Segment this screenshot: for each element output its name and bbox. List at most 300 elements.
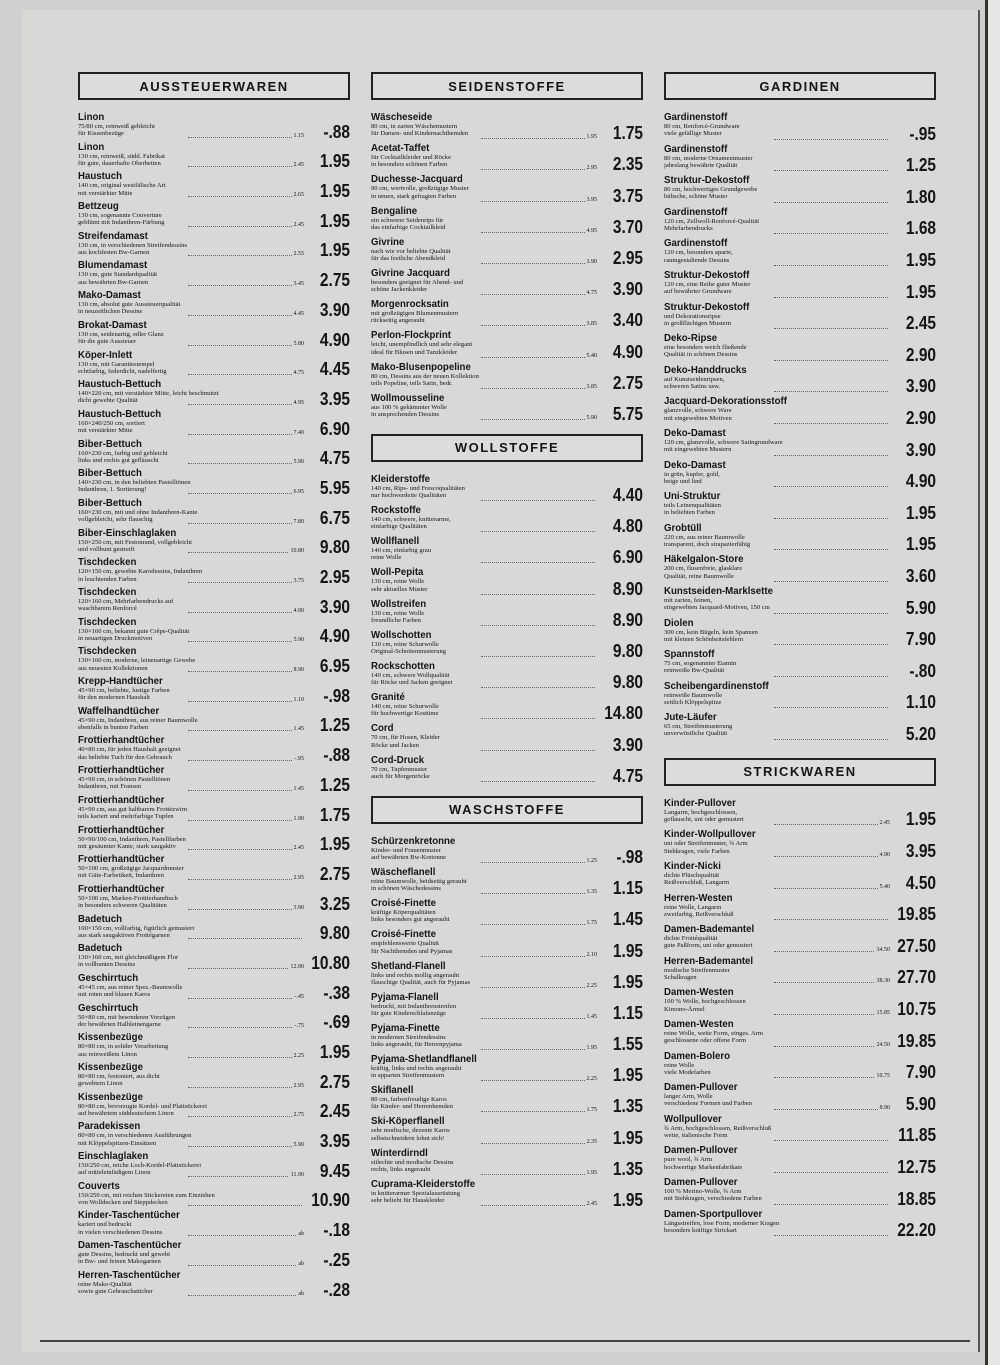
item-name: Blumendamast [78, 260, 148, 272]
item-description: dichte Frottéqualität [664, 935, 718, 943]
item-description: 80 cm, hochwertiges Grundgewebe [664, 186, 758, 194]
price-item [371, 174, 643, 205]
leader-dots [774, 391, 888, 392]
item-price: 6.75 [319, 507, 350, 528]
leader-dots [188, 1116, 302, 1117]
item-price: 1.95 [612, 1190, 643, 1210]
item-description: mit großzügigen Blumenmustern [371, 310, 459, 318]
leader-dots [188, 1176, 302, 1177]
price-item [78, 112, 350, 142]
item-name: Mako-Blusenpopeline [371, 361, 471, 373]
item-description: geblümt mit Indanthren-Färbung [78, 219, 165, 227]
old-price: 1.75 [586, 920, 597, 927]
item-description: 220 cm, aus reiner Baumwolle [664, 533, 745, 541]
leader-dots [188, 1087, 302, 1088]
leader-dots [481, 419, 595, 420]
price-item [78, 1210, 350, 1240]
item-price: 1.95 [319, 240, 350, 261]
item-price: 3.75 [612, 185, 643, 206]
leader-dots [774, 423, 888, 424]
price-item [664, 681, 936, 713]
item-description: für gute, dauerhafte Oberbetten [78, 159, 161, 167]
item-description: rückseitig angerauht [371, 317, 425, 325]
old-price: 7.40 [293, 429, 304, 436]
item-description: links angerauht, für Herrenpyjama [371, 1041, 462, 1049]
item-name: Biber-Bettuch [78, 438, 142, 450]
item-name: Wollschotten [371, 629, 432, 641]
old-price: 2.25 [586, 1076, 597, 1083]
price-item [78, 231, 350, 261]
item-price: 1.95 [319, 834, 350, 855]
item-price: -.28 [323, 1279, 350, 1300]
item-description: 130 cm, seidenartig, edler Glanz [78, 330, 164, 338]
item-description: gewebtem Linon [78, 1080, 123, 1088]
item-description: 130 cm, reine Wolle [371, 578, 425, 586]
item-price: 1.10 [905, 692, 936, 713]
old-price: 3.75 [293, 578, 304, 584]
item-description: 120×150 cm, gewebte Karodessins, Indanthren [78, 568, 203, 576]
old-price: 3.90 [586, 258, 597, 265]
leader-dots [481, 924, 595, 925]
item-description: 130 cm, absolut gute Aussteuerqualität [78, 301, 181, 309]
price-item [664, 798, 936, 830]
item-description: 80×80 cm, festoniert, aus dicht [78, 1073, 160, 1080]
item-description: aus reinweißem Linon [78, 1050, 137, 1058]
item-price: -.25 [323, 1249, 350, 1270]
old-price: 2.10 [586, 951, 597, 958]
item-description: 140 cm, einfarbig grau [371, 547, 432, 555]
old-price: 1.95 [586, 1169, 597, 1176]
item-name: Skiflanell [371, 1085, 414, 1097]
price-item [371, 536, 643, 567]
item-name: Frottierhandtücher [78, 883, 165, 895]
item-name: Winterdirndl [371, 1147, 428, 1159]
bottom-rule [40, 1340, 970, 1342]
item-price: 3.25 [319, 893, 350, 914]
item-description: 140 cm, reine Schurwolle [371, 703, 439, 711]
leader-dots [188, 671, 302, 672]
old-price: 38.30 [876, 978, 890, 985]
old-price: 2.45 [293, 221, 304, 228]
item-description: in großflächigen Mustern [664, 319, 732, 327]
item-price: 1.95 [905, 502, 936, 523]
old-price: 11.90 [290, 1171, 304, 1178]
item-price: 18.85 [897, 1188, 936, 1209]
item-description: zweifarbig, Reißverschluß [664, 910, 734, 918]
price-item [371, 268, 643, 299]
item-description: in neuen, stark gefragten Farben [371, 192, 457, 200]
item-description: 130 cm, reine Wolle [371, 609, 425, 617]
item-description: teils Popeline, teils Satin, bedr. [371, 379, 453, 387]
item-price: -.98 [616, 846, 643, 867]
item-name: Spannstoff [664, 649, 715, 661]
price-item [78, 201, 350, 231]
item-description: freundliche Farben [371, 616, 421, 624]
price-item [371, 112, 643, 143]
item-description: auf mitteleinfädigem Linon [78, 1169, 151, 1177]
item-description: Reißverschluß, Langarm [664, 879, 730, 887]
item-name: Struktur-Dekostoff [664, 301, 750, 313]
price-item [371, 206, 643, 237]
item-price: 1.45 [612, 909, 643, 930]
price-item [664, 956, 936, 988]
leader-dots [481, 232, 595, 233]
item-description: mit verstärkter Mitte [78, 189, 133, 197]
item-price: 1.95 [319, 1042, 350, 1062]
item-description: 80 cm, in zarten Wäschemustern [371, 123, 458, 130]
item-description: in schönen Wäschedessins [371, 885, 441, 893]
leader-dots [188, 701, 302, 702]
item-price: 1.15 [612, 878, 643, 899]
item-name: Diolen [664, 617, 694, 629]
item-price: -.88 [323, 745, 350, 766]
item-name: Tischdecken [78, 587, 137, 598]
item-price: 3.90 [905, 439, 936, 460]
item-price: 9.80 [612, 672, 643, 693]
price-item [78, 1181, 350, 1211]
item-description: 100 % Merino-Wolle, ¾ Arm [664, 1188, 742, 1195]
item-description: 50×100 cm, Marken-Frottierhandtuch [78, 894, 178, 902]
item-price: 4.90 [319, 329, 350, 350]
item-name: Acetat-Taffet [371, 143, 430, 155]
item-name: Wollmousseline [371, 392, 445, 404]
old-price: 3.45 [293, 281, 304, 288]
leader-dots [774, 233, 888, 234]
item-description: modische Streifenmuster [664, 966, 730, 974]
price-item [664, 586, 936, 618]
item-price: 3.95 [319, 388, 350, 409]
item-description: in modernen Streifendessins [371, 1033, 446, 1041]
price-item [78, 706, 350, 736]
leader-dots [774, 549, 888, 550]
price-item [371, 237, 643, 268]
old-price: 3.90 [293, 904, 304, 911]
item-description: 300 cm, kein Bügeln, kein Spannen [664, 628, 758, 636]
leader-dots [188, 1295, 302, 1296]
leader-dots [774, 676, 888, 677]
item-name: Givrine Jacquard [371, 267, 450, 279]
item-description: mit roten und blauen Karos [78, 991, 151, 999]
item-description: in Bw- und feinen Makogarnen [78, 1258, 161, 1266]
item-description: teils kariert und mehrfarbige Tupfen [78, 813, 174, 821]
item-price: 2.45 [319, 1101, 350, 1122]
item-name: Cuprama-Kleiderstoffe [371, 1178, 476, 1190]
price-item [78, 1032, 350, 1062]
item-description: 45×90 cm, beliebte, lustige Farben [78, 687, 170, 695]
item-description: der bewährten Halbleinengarne [78, 1020, 161, 1028]
price-item [371, 692, 643, 723]
item-name: Shetland-Flanell [371, 960, 446, 972]
item-price: 1.55 [612, 1034, 643, 1055]
leader-dots [188, 374, 302, 375]
item-price: 27.50 [897, 935, 936, 956]
old-price: 1.45 [586, 1013, 597, 1020]
item-description: empfehlenswerte Qualität [371, 940, 439, 948]
price-item [664, 523, 936, 555]
old-price: 2.45 [879, 820, 890, 827]
old-price: 2.35 [586, 1138, 597, 1145]
leader-dots [481, 1205, 595, 1206]
leader-dots [188, 1027, 302, 1028]
old-price: 2.75 [293, 1112, 304, 1119]
leader-dots [774, 982, 888, 983]
price-item [664, 618, 936, 650]
item-price: 4.45 [319, 359, 350, 380]
item-price: 4.75 [319, 448, 350, 469]
price-item [371, 836, 643, 867]
old-price: ab [298, 1290, 304, 1297]
item-description: 100 % Wolle, hochgeschlossen [664, 998, 746, 1006]
item-description: 130×160 cm, mit gleichmäßigem Flor [78, 954, 179, 962]
item-description: Kinder- und Frauenmuster [371, 846, 441, 854]
price-item [78, 260, 350, 290]
price-item [78, 587, 350, 617]
item-name: Cord [371, 723, 394, 735]
item-price: -.18 [323, 1220, 350, 1241]
item-description: mit eingewebten Motiven [664, 414, 732, 422]
price-item [78, 468, 350, 498]
old-price: 24.50 [876, 1041, 890, 1048]
item-description: weite, italienische Form [664, 1132, 728, 1140]
price-item [664, 491, 936, 523]
item-name: Badetuch [78, 913, 123, 925]
price-item [78, 439, 350, 469]
item-description: ein schwerer Seidenrips für [371, 216, 444, 224]
old-price: 2.65 [293, 192, 304, 199]
old-price: 1.35 [586, 889, 597, 896]
leader-dots [188, 1265, 302, 1266]
item-price: 3.40 [612, 310, 643, 331]
price-item [664, 861, 936, 893]
item-price: 3.90 [905, 376, 936, 397]
item-description: in vollbunten Dessins [78, 961, 136, 969]
leader-dots [774, 1235, 888, 1236]
item-name: Bengaline [371, 205, 418, 217]
item-name: Damen-Sportpullover [664, 1208, 763, 1220]
price-item [664, 649, 936, 681]
leader-dots [481, 263, 595, 264]
old-price: 2.55 [293, 251, 304, 258]
leader-dots [481, 1111, 595, 1112]
item-description: 160×240/250 cm, sortiert [78, 419, 145, 427]
price-item [664, 829, 936, 861]
price-item [78, 617, 350, 647]
item-description: reine Wolle [371, 554, 402, 562]
item-name: Kinder-Taschentücher [78, 1210, 180, 1222]
item-description: Langarm, hochgeschlossen, [664, 808, 738, 816]
leader-dots [481, 201, 595, 202]
item-description: Original-Schottenmusterung [371, 648, 447, 656]
leader-dots [481, 987, 595, 988]
leader-dots [188, 730, 302, 731]
price-item [371, 599, 643, 630]
item-description: für das festliche Abendkleid [371, 254, 446, 262]
leader-dots [188, 1235, 302, 1236]
price-item [78, 290, 350, 320]
item-description: in beliebten Farben [664, 509, 715, 517]
item-price: 1.95 [905, 281, 936, 302]
leader-dots [188, 1146, 302, 1147]
item-description: 75 cm, sogenannter Etamin [664, 660, 737, 668]
section-header: STRICKWAREN [664, 758, 936, 786]
leader-dots [188, 849, 302, 850]
item-price: 2.45 [905, 313, 936, 334]
item-price: 9.80 [319, 923, 350, 944]
old-price: 2.45 [293, 845, 304, 852]
item-name: Cord-Druck [371, 754, 425, 766]
item-price: 3.90 [319, 299, 350, 320]
item-description: für den modernen Haushalt [78, 694, 150, 702]
item-description: raumgestaltende Dessins [664, 256, 730, 264]
item-name: Wäscheflanell [371, 866, 436, 878]
item-name: Kinder-Wollpullover [664, 829, 756, 841]
leader-dots [188, 1057, 302, 1058]
item-name: Gardinenstoff [664, 143, 728, 155]
price-item [664, 460, 936, 492]
item-price: 4.75 [612, 765, 643, 786]
item-description: in besonders schweren Qualitäten [78, 902, 167, 910]
item-name: Mako-Damast [78, 290, 141, 302]
leader-dots [774, 360, 888, 361]
price-item [78, 676, 350, 706]
item-name: Pyjama-Flanell [371, 991, 439, 1003]
item-name: Linon [78, 112, 105, 123]
old-price: 15.85 [876, 1010, 890, 1017]
old-price: 1.10 [293, 696, 304, 703]
item-price: 4.50 [905, 872, 936, 893]
item-description: in vielen verschiedenen Dessins [78, 1228, 163, 1236]
item-description: stilechte und modische Dessins [371, 1158, 454, 1166]
item-price: 2.95 [319, 567, 350, 587]
item-name: Brokat-Damast [78, 319, 147, 331]
item-description: auf bewährten Bw-Kretonne [371, 853, 447, 861]
item-price: 22.20 [897, 1220, 936, 1241]
item-price: 4.90 [905, 471, 936, 492]
item-description: ebenfalls in bunten Farben [78, 723, 149, 731]
old-price: 2.25 [293, 1053, 304, 1059]
leader-dots [774, 1077, 888, 1078]
item-price: 1.25 [905, 155, 936, 176]
item-description: von Wolldecken und Steppdecken [78, 1198, 168, 1206]
leader-dots [774, 739, 888, 740]
leader-dots [481, 862, 595, 863]
old-price: 8.90 [879, 1104, 890, 1111]
leader-dots [481, 325, 595, 326]
item-description: 40×80 cm, für jeden Haushalt geeignet [78, 746, 181, 754]
item-description: aus 100 % gekämmter Wolle [371, 403, 447, 411]
price-item [664, 238, 936, 270]
item-description: 45×90 cm, in schönen Pastelltönen [78, 776, 171, 784]
item-price: 1.95 [319, 210, 350, 231]
item-description: eingewebten Jacquard-Motiven, 150 cm [664, 604, 770, 612]
leader-dots [188, 820, 302, 821]
price-item [371, 661, 643, 692]
old-price: 7.80 [293, 518, 304, 525]
price-item [78, 943, 350, 973]
item-name: Struktur-Dekostoff [664, 175, 750, 187]
leader-dots [481, 357, 595, 358]
old-price: 5.80 [293, 340, 304, 347]
leader-dots [188, 434, 302, 435]
price-item [78, 1003, 350, 1033]
item-description: 120 cm, glanzvolle, schwere Satingrundware [664, 438, 783, 446]
leader-dots [774, 170, 888, 171]
price-item [371, 1148, 643, 1179]
leader-dots [188, 345, 302, 346]
item-price: 10.90 [311, 1190, 350, 1211]
leader-dots [188, 493, 302, 494]
item-name: Wollstreifen [371, 598, 427, 610]
old-price: -.95 [294, 756, 304, 763]
old-price: 4.75 [586, 290, 597, 297]
leader-dots [188, 226, 302, 227]
item-description: links und rechts mollig angerauht [371, 971, 460, 979]
item-description: Schalkragen [664, 974, 697, 982]
price-item [371, 1179, 643, 1210]
price-item [664, 333, 936, 365]
item-name: Waffelhandtücher [78, 705, 160, 717]
item-price: 5.75 [612, 403, 643, 424]
old-price: 1.45 [293, 785, 304, 792]
price-item [78, 914, 350, 944]
item-price: 4.80 [612, 516, 643, 537]
old-price: 4.45 [293, 310, 304, 317]
item-name: Granité [371, 692, 405, 704]
item-description: 130 cm, mit Garantiestempel [78, 360, 155, 368]
old-price: 2.95 [293, 874, 304, 881]
item-price: 1.80 [905, 186, 936, 207]
item-name: Schürzenkretonne [371, 835, 456, 847]
leader-dots [188, 523, 302, 524]
item-price: 2.90 [905, 407, 936, 428]
item-description: 120 cm, besonders aparte, [664, 249, 733, 257]
price-item [371, 1085, 643, 1116]
price-item [371, 1054, 643, 1085]
old-price: -.75 [294, 1023, 304, 1030]
item-name: Deko-Ripse [664, 333, 718, 345]
old-price: 6.95 [293, 488, 304, 495]
item-name: Damen-Pullover [664, 1082, 738, 1094]
item-description: auf Kunstseidenripsen, [664, 375, 725, 383]
item-description: mit Stehkragen, verschiedene Farben [664, 1195, 762, 1203]
price-item [371, 143, 643, 174]
item-description: unverwüstliche Qualität [664, 730, 728, 738]
item-description: bedruckt, mit Indanthrenstreifen [371, 1002, 457, 1010]
item-name: Perlon-Flockprint [371, 330, 451, 342]
price-item [78, 379, 350, 409]
price-item [371, 299, 643, 330]
item-description: kariert und bedruckt [78, 1221, 132, 1229]
item-description: mit zarten, feinen, [664, 596, 712, 604]
price-item [371, 567, 643, 598]
leader-dots [774, 265, 888, 266]
item-description: in ansprechenden Dessins [371, 410, 440, 418]
item-description: 75/80 cm, reinweiß gebleicht [78, 123, 155, 130]
leader-dots [188, 1205, 302, 1206]
item-description: 80 cm, farbenfreudige Karos [371, 1096, 447, 1104]
price-item [371, 929, 643, 960]
old-price: 3.95 [586, 196, 597, 203]
item-price: 6.95 [319, 656, 350, 677]
item-description: 50×80 cm, mit besonderen Vorzügen [78, 1013, 176, 1021]
item-description: 130 cm, gute Standardqualität [78, 271, 158, 279]
old-price: 1.45 [293, 726, 304, 733]
item-description: 150×250 cm, mit Festonrand, vollgebleicht [78, 538, 192, 546]
leader-dots [774, 139, 888, 140]
old-price: 1.90 [293, 815, 304, 822]
item-description: reine Baumwolle, beidseitig gerauht [371, 877, 467, 885]
leader-dots [481, 294, 595, 295]
